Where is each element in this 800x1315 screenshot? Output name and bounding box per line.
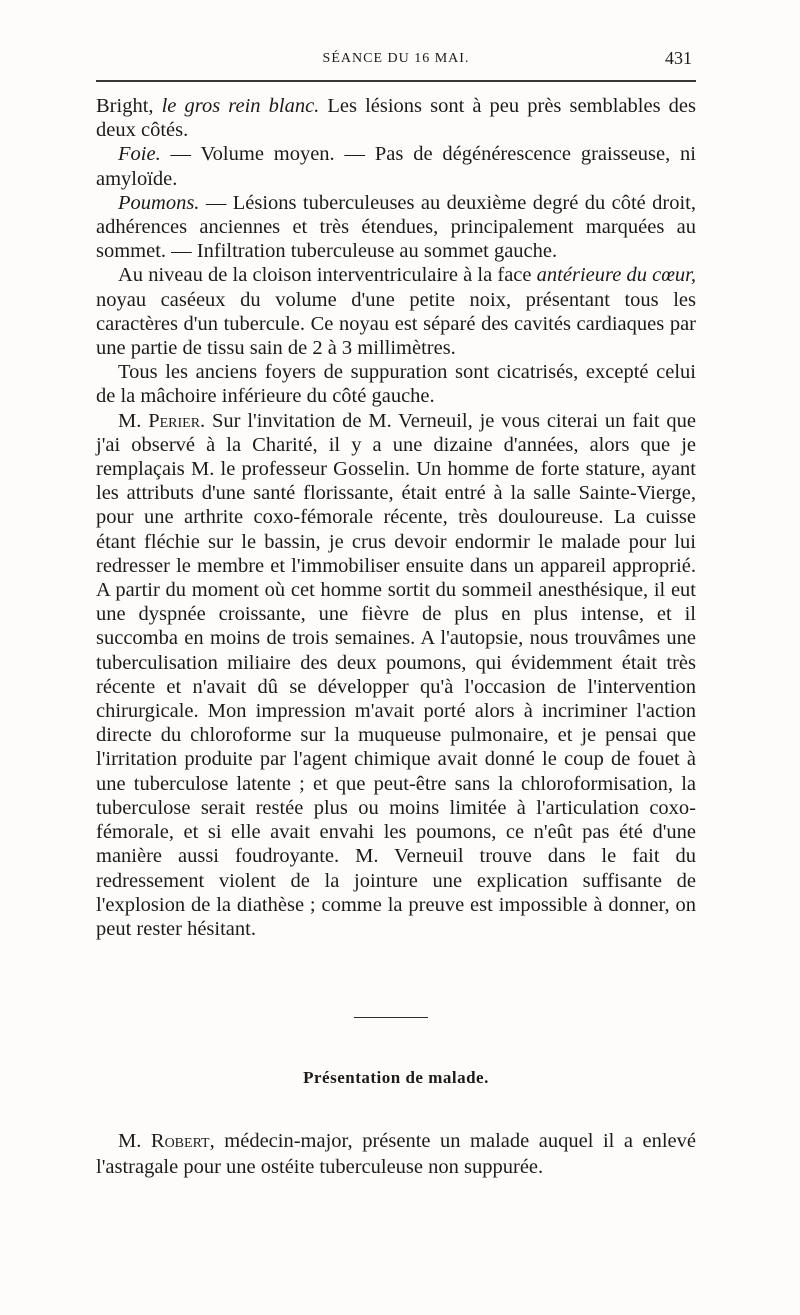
section-text bbox=[96, 1128, 696, 1180]
text-run: Les lésions sont à peu près semblables des deux côtés. bbox=[96, 95, 696, 142]
text-run: Au niveau de la cloison interventriculaire à la face bbox=[118, 264, 537, 287]
running-title: SÉANCE DU 16 MAI. bbox=[322, 51, 470, 66]
page-number: 431 bbox=[665, 48, 692, 68]
section-divider bbox=[354, 1017, 428, 1018]
text-run: — Volume moyen. — Pas de dégénérescence graisseuse, ni amyloïde. bbox=[96, 143, 696, 190]
paragraph-poumons bbox=[96, 191, 696, 264]
paragraph-foie bbox=[96, 142, 696, 190]
text-run: , médecin-major, présente un malade auquel il a enlevé l'astragale pour une ostéite tuberculeuse non suppurée. bbox=[96, 1130, 696, 1178]
paragraph-cloison bbox=[96, 263, 696, 360]
italic-run: Foie. bbox=[118, 143, 161, 166]
text-run: M. bbox=[118, 1130, 151, 1152]
text-run: . Sur l'invitation de M. Verneuil, je vous citerai un fait que j'ai observé à la Charité, il y a une dizaine d'années, alors que je remplaçais M. le professeur Gosselin. Un homme de forte stature, ayant les attributs d'une santé florissante, était entré à la salle Sainte-Vierge, pour une arthrite coxo-fémorale récente, très douloureuse. La cuisse étant fléchie sur le bassin, je crus devoir endormir le malade pour lui redresser le membre et l'immobiliser ensuite dans un appareil approprié. A partir du moment où cet homme sortit du sommeil anesthésique, il eut une dyspnée croissante, une fièvre de plus en plus intense, et il succomba en moins de trois semaines. A l'autopsie, nous trouvâmes une tuberculisation miliaire des deux poumons, qui évidemment était très récente et n'avait dû se développer qu'à l'occasion de l'intervention chirurgicale. Mon impression m'avait porté alors à incriminer l'action directe du chloroforme sur la muqueuse pulmonaire, et je pensai que l'irritation produite par l'agent chimique avait donné le coup de fouet à une tuberculose latente ; et que peut-être sans la chloroformisation, la tuberculose serait restée plus ou moins limitée à l'articulation coxo-fémorale, et si elle avait envahi les poumons, ce n'eût pas été d'une manière aussi foudroyante. M. Verneuil trouve dans le fait du redressement violent de la jointure une explication suffisante de l'explosion de la diathèse ; comme la preuve est impossible à donner, on peut rester hésitant. bbox=[96, 409, 696, 940]
text-run: noyau caséeux du volume d'une petite noix, présentant tous les caractères d'un tubercule. Ce noyau est séparé des cavités cardiaques par une partie de tissu sain de 2 à 3 millimètres. bbox=[96, 288, 696, 360]
paragraph-bright bbox=[96, 94, 696, 142]
running-header bbox=[96, 46, 696, 76]
body-text bbox=[96, 94, 696, 941]
text-run: — Lésions tuberculeuses au deuxième degré du côté droit, adhérences anciennes et très étendues, principalement marquées au sommet. — Infiltration tuberculeuse au sommet gauche. bbox=[96, 191, 696, 263]
text-run: Bright, bbox=[96, 95, 162, 117]
paragraph-robert bbox=[96, 1128, 696, 1180]
speaker-name: Robert bbox=[150, 1130, 210, 1152]
section-heading: Présentation de malade. bbox=[303, 1068, 489, 1087]
speaker-name: Perier bbox=[148, 409, 201, 432]
italic-run: Poumons. bbox=[118, 191, 200, 214]
header-rule bbox=[96, 80, 696, 82]
paragraph-foyers: Tous les anciens foyers de suppuration sont cicatrisés, excepté celui de la mâchoire inférieure du côté gauche. bbox=[96, 361, 696, 408]
italic-run: le gros rein blanc. bbox=[161, 95, 320, 117]
paragraph-perier bbox=[96, 409, 696, 941]
italic-run: antérieure du cœur, bbox=[536, 264, 696, 287]
text-run: M. bbox=[118, 409, 149, 432]
